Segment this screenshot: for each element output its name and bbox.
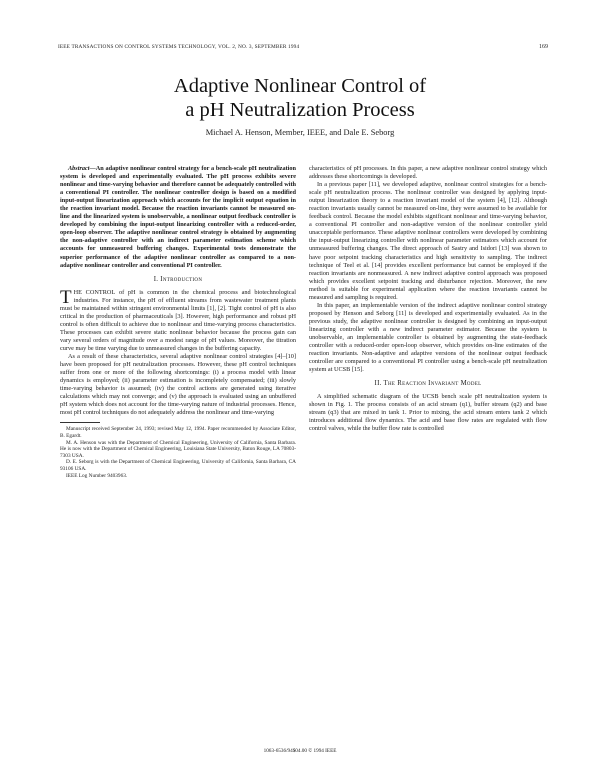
right-paragraph-2: In this paper, an implementable version of the indirect adaptive nonlinear control strategy proposed by Henson and Seborg [11] is developed and experimentally evaluated. As in the previous study, the adaptive nonlinear controller is designed by combining an input-output linearizing controller with a new indirect parameter estimator. Because the system is unobservable, an implementable controller is obtained by augmenting the state-feedback controller with a reduced-order open-loop observer, which provides on-line estimates of the reaction invariants. Non-adaptive and adaptive versions of the nonlinear output feedback controller are compared to a conventional PI controller using a bench-scale pH neutralization system at UCSB [15]. [309, 301, 547, 374]
title-line-2: a pH Neutralization Process [185, 99, 415, 121]
right-paragraph-1: In a previous paper [11], we developed adaptive, nonlinear control strategies for a bench-scale pH neutralization process. The nonlinear controller was designed by applying input-output linearization theory to a reaction invariant model of the system [4], [12]. Although reaction invariants usually cannot be measured on-line, they were assumed to be available for feedback control. Because the model exhibits significant nonlinear and time-varying behavior, a conventional PI controller and non-adaptive version of the nonlinear controller yield unacceptable performance. These adaptive nonlinear controllers were developed by combining the input-output linearizing controller with nonlinear parameter estimators which account for unmeasured buffering changes. The direct approach of Sastry and Isidori [13] was shown to have poor setpoint tracking characteristics and high sensitivity to sampling. The indirect technique of Teel et al. [14] provides excellent performance but cannot be employed if the reaction invariants are nonmeasured. A new indirect adaptive control approach was proposed which provides excellent setpoint tracking and disturbance rejection. Moreover, the new method is suitable for experimental application where the reaction invariants cannot be measured and sampling is required. [309, 181, 547, 301]
footnote: IEEE Log Number 9403963. [66, 472, 128, 479]
intro-paragraph-1 [60, 286, 296, 353]
section-heading-introduction: I. Introduction [153, 275, 203, 283]
right-paragraph-0: characteristics of pH processes. In this paper, a new adaptive nonlinear control strategy which addresses these shortcomings is developed. [309, 165, 547, 181]
intro-text-1: of pH is common in the chemical process and biotechnological industries. For instance, the pH of effluent streams from wastewater treatment plants must be maintained within stringent environmental limits [1], [2]. Tight control of pH is also critical in the production of pharmaceuticals [3]. However, high performance and robust pH control is often difficult to achieve due to nonlinear and time-varying process characteristics. These processes can exhibit severe static nonlinear behavior because the process gain can vary several orders of magnitude over a modest range of pH values. Moreover, the titration curve may be time varying due to unmeasured changes in the buffering capacity. [60, 288, 296, 352]
section-heading-model: II. The Reaction Invariant Model [374, 380, 482, 388]
authors: Michael A. Henson, Member, IEEE, and Dale E. Seborg [205, 128, 395, 137]
paper-title [0, 74, 600, 122]
abstract [60, 165, 296, 270]
left-column [60, 165, 296, 479]
footnote: Manuscript received September 24, 1993; revised May 12, 1994. Paper recommended by Associate Editor, B. Egardt. [60, 426, 296, 439]
footnote-rule [60, 422, 100, 423]
dropcap: T [60, 286, 72, 308]
footnotes [60, 422, 296, 479]
running-head: IEEE TRANSACTIONS ON CONTROL SYSTEMS TECHNOLOGY, VOL. 2, NO. 3, SEPTEMBER 1994 [58, 44, 300, 50]
footnote: D. E. Seborg is with the Department of Chemical Engineering, University of California, Santa Barbara, CA 93106 USA. [60, 459, 296, 472]
right-paragraph-3: A simplified schematic diagram of the UCSB bench scale pH neutralization system is shown in Fig. 1. The process consists of an acid stream (q1), buffer stream (q2) and base stream (q3) that are mixed in tank 1. Prior to mixing, the acid stream enters tank 2 which introduces additional flow dynamics. The acid and base flow rates are regulated with flow control valves, while the buffer flow rate is controlled [309, 393, 547, 433]
right-column [309, 165, 547, 434]
dropcap-rest: HE CONTROL [73, 288, 116, 296]
page-number: 169 [539, 44, 548, 50]
footnote: M. A. Henson was with the Department of Chemical Engineering, University of California, Santa Barbara. He is now with the Department of Chemical Engineering, Louisiana State University, Baton Rouge, LA 70803-7303 USA. [60, 439, 296, 459]
abstract-text: An adaptive nonlinear control strategy for a bench-scale pH neutralization system is developed and experimentally evaluated. The pH process exhibits severe nonlinear and time-varying behavior and therefore cannot be adequately controlled with a conventional PI controller. The nonlinear controller design is based on a modified input-output linearization approach which accounts for the implicit output equation in the reaction invariant model. Because the reaction invariants cannot be measured on-line and the linearized system is unobservable, a nonlinear output feedback controller is developed by combining the input-output linearizing controller with a reduced-order, open-loop observer. The adaptive nonlinear control strategy is obtained by augmenting the non-adaptive controller with an indirect parameter estimation scheme which accounts for unmeasured buffering changes. Experimental tests demonstrate the superior performance of the adaptive nonlinear controller as compared to a non-adaptive nonlinear controller and conventional PI controller. [60, 165, 296, 269]
abstract-lead: Abstract— [68, 165, 96, 172]
intro-paragraph-2: As a result of these characteristics, several adaptive nonlinear control strategies [4]–[10] have been proposed for pH neutralization processes. However, these pH control techniques suffer from one or more of the following shortcomings: (i) a process model with linear dynamics is employed; (ii) parameter estimation is incompletely compensated; (iii) slowly time-varying behavior is assumed; (iv) the control actions are generated using iterative calculations which may not converge; and (v) the approach is evaluated using an unbuffered pH system which does not account for the time-varying nature of industrial processes. Hence, most pH control techniques do not adequately address the nonlinear and time-varying [60, 353, 296, 417]
copyright-line: 1063-6536/94$04.00 © 1994 IEEE [263, 748, 337, 754]
title-line-1: Adaptive Nonlinear Control of [173, 75, 427, 97]
